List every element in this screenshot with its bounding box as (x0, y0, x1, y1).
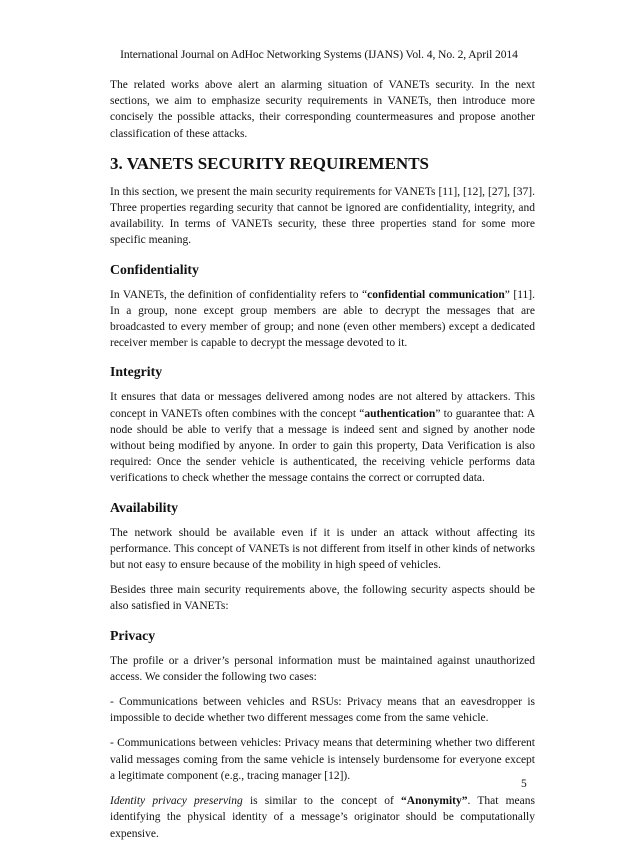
text-column (110, 77, 535, 842)
privacy-p4-end: . That means identifying the physical identity of a message’s originator should be computationally expensive. (110, 795, 535, 840)
privacy-paragraph-3: - Communications between vehicles: Privacy means that determining whether two different valid messages coming from the same vehicle is intensely burdensome for everyone except a legitimate component (e.g., tracing manager [12]). (110, 737, 535, 782)
integrity-paragraph (110, 389, 535, 486)
confidentiality-text-start: In VANETs, the definition of confidentiality refers to “ (110, 288, 368, 301)
privacy-paragraph-1: The profile or a driver’s personal information must be maintained against unauthorized access. We consider the following two cases: (110, 654, 535, 683)
page-number: 5 (521, 778, 527, 790)
identity-privacy-term: Identity privacy preserving (110, 795, 243, 808)
section-intro-paragraph: In this section, we present the main security requirements for VANETs [11], [12], [27], [37]. Three properties regarding security that cannot be ignored are confidentiality, integrity, and availability. In terms of VANETs security, these three properties stand for some more specific meaning. (110, 185, 535, 247)
section-heading: 3. VANETS SECURITY REQUIREMENTS (110, 153, 429, 173)
intro-paragraph: The related works above alert an alarming situation of VANETs security. In the next sections, we aim to emphasize security requirements in VANETs, then introduce more concisely the possible attacks, their corresponding countermeasures and propose another classification of these attacks. (110, 79, 535, 140)
privacy-heading: Privacy (110, 627, 156, 643)
privacy-paragraph-2: - Communications between vehicles and RSUs: Privacy means that an eavesdropper is impossible to decide whether two different messages come from the same vehicle. (110, 696, 535, 725)
running-head: International Journal on AdHoc Networking Systems (IJANS) Vol. 4, No. 2, April 2014 (120, 48, 518, 61)
integrity-bold-term: authentication (364, 407, 436, 420)
privacy-p4-mid: is similar to the concept of (242, 795, 402, 808)
anonymity-term: “Anonymity” (401, 795, 468, 808)
integrity-text-end: ” to guarantee that: A node should be able to verify that a message is indeed sent and signed by another node without being modified by anyone. In order to gain this property, Data Verification is also required: Once the sender vehicle is authenticated, the receiving vehicle performs data verifications to check whether the message contains the correct or corrupted data. (110, 407, 535, 485)
integrity-heading: Integrity (110, 364, 163, 380)
integrity-text-start: It ensures that data or messages delivered among nodes are not altered by attackers. This concept in VANETs often combines with the concept “ (110, 391, 535, 420)
confidentiality-heading: Confidentiality (110, 261, 199, 277)
availability-heading: Availability (110, 499, 178, 515)
availability-paragraph-2: Besides three main security requirements above, the following security aspects should be also satisfied in VANETs: (110, 584, 535, 613)
privacy-paragraph-4 (110, 793, 535, 842)
confidentiality-paragraph (110, 287, 535, 352)
confidentiality-text-end: ” [11]. In a group, none except group members are able to decrypt the messages that are broadcasted to every member of group; and none (even other members) except a dedicated receiver member is capable to decrypt the message devoted to it. (110, 288, 536, 350)
confidentiality-bold-term: confidential communication (367, 288, 505, 301)
availability-paragraph-1: The network should be available even if it is under an attack without affecting its performance. This concept of VANETs is not different from itself in other kinds of networks but not easy to ensure because of the mobility in high speed of vehicles. (110, 526, 535, 572)
